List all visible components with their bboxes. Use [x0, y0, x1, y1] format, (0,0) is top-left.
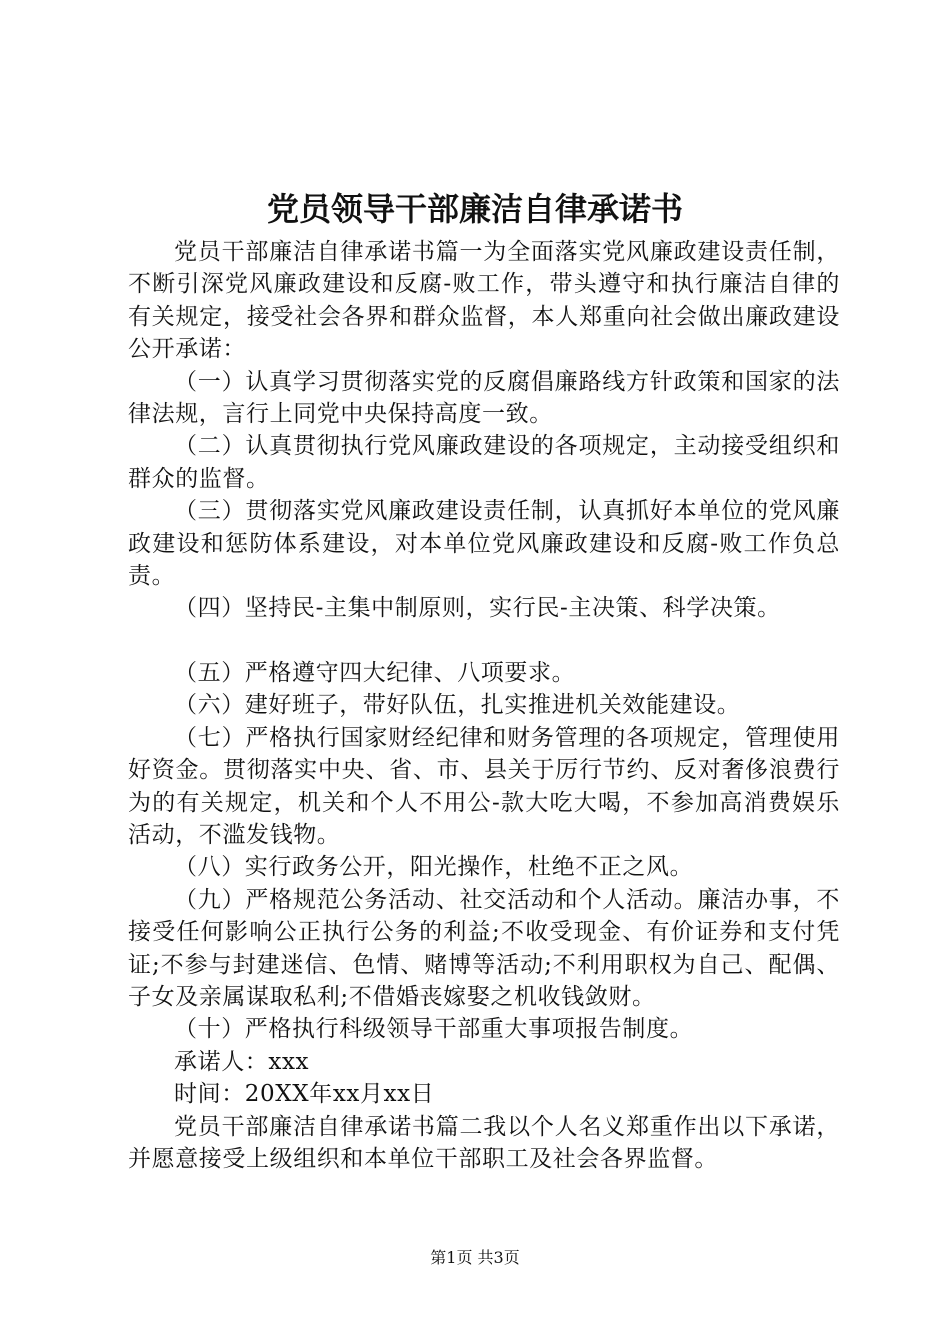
commitment-item-1: （一）认真学习贯彻落实党的反腐倡廉路线方针政策和国家的法律法规，言行上同党中央保持高度一致。 — [128, 368, 840, 428]
signatory-line: 承诺人：xxx — [174, 1048, 310, 1075]
document-title: 党员领导干部廉洁自律承诺书 — [266, 190, 683, 228]
section-two-intro: 党员干部廉洁自律承诺书篇二我以个人名义郑重作出以下承诺，并愿意接受上级组织和本单位干部职工及社会各界监督。 — [128, 1113, 840, 1172]
commitment-item-9: （九）严格规范公务活动、社交活动和个人活动。廉洁办事，不接受任何影响公正执行公务的利益;不收受现金、有价证券和支付凭证;不参与封建迷信、色情、赌博等活动;不利用职权为自己、配偶、子女及亲属谋取私利;不借婚丧嫁娶之机收钱敛财。 — [128, 886, 840, 1010]
page-footer: 第1页 共3页 — [430, 1248, 520, 1267]
commitment-item-6: （六）建好班子，带好队伍，扎实推进机关效能建设。 — [174, 692, 741, 719]
commitment-item-10: （十）严格执行科级领导干部重大事项报告制度。 — [174, 1016, 694, 1043]
commitment-item-3: （三）贯彻落实党风廉政建设责任制，认真抓好本单位的党风廉政建设和惩防体系建设，对本单位党风廉政建设和反腐-败工作负总责。 — [128, 498, 840, 590]
document-body — [128, 236, 840, 1175]
intro-paragraph: 党员干部廉洁自律承诺书篇一为全面落实党风廉政建设责任制，不断引深党风廉政建设和反腐-败工作，带头遵守和执行廉洁自律的有关规定，接受社会各界和群众监督，本人郑重向社会做出廉政建设公开承诺： — [128, 239, 840, 363]
date-line: 时间：20XX年xx月xx日 — [174, 1081, 435, 1108]
commitment-item-4: （四）坚持民-主集中制原则，实行民-主决策、科学决策。 — [174, 595, 781, 622]
commitment-item-7: （七）严格执行国家财经纪律和财务管理的各项规定，管理使用好资金。贯彻落实中央、省、市、县关于厉行节约、反对奢侈浪费行为的有关规定，机关和个人不用公-款大吃大喝，不参加高消费娱乐活动，不滥发钱物。 — [128, 724, 840, 848]
commitment-item-8: （八）实行政务公开，阳光操作，杜绝不正之风。 — [174, 854, 694, 881]
commitment-item-5: （五）严格遵守四大纪律、八项要求。 — [174, 659, 576, 686]
commitment-item-2: （二）认真贯彻执行党风廉政建设的各项规定，主动接受组织和群众的监督。 — [128, 433, 840, 492]
